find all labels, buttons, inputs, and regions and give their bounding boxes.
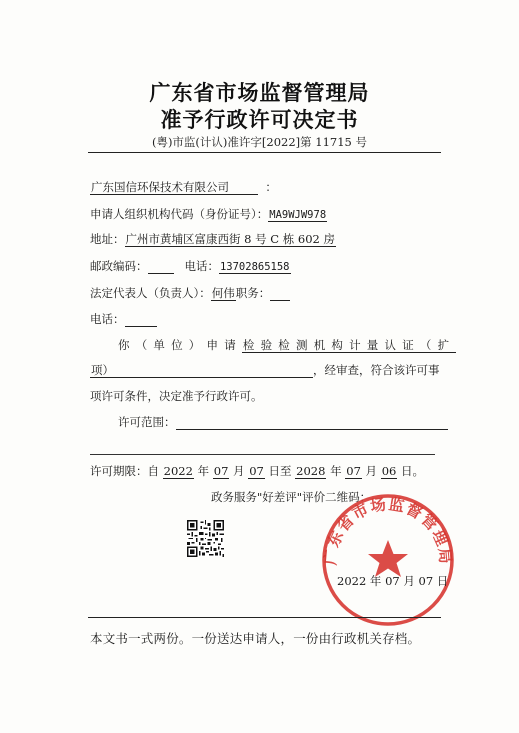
start-day: 07 — [249, 464, 264, 478]
end-month-char: 月 — [365, 464, 378, 478]
end-year: 2028 — [296, 464, 326, 478]
seal-date: 2022 年 07 月 07 日 — [337, 574, 449, 588]
document-type-title: 准予行政许可决定书 — [160, 108, 359, 132]
applicant-name-suffix: ： — [265, 180, 277, 194]
validity-line — [90, 463, 424, 479]
official-seal-stamp — [318, 490, 458, 630]
end-month: 07 — [346, 464, 361, 478]
org-code-line — [90, 206, 327, 222]
postcode-blank — [148, 260, 174, 274]
start-month: 07 — [213, 464, 229, 478]
phone2-label: 电话： — [90, 312, 125, 326]
scope-label: 许可范围： — [118, 415, 176, 429]
position-blank — [270, 287, 290, 301]
request-item-part2: 项） — [91, 363, 114, 377]
validity-prefix: 许可期限：自 — [90, 464, 159, 478]
legal-rep-label: 法定代表人（负责人）： — [90, 286, 211, 300]
scope-blank-line2 — [90, 454, 435, 455]
seal-text: 广东省市场监督管理局 — [321, 495, 455, 566]
postcode-phone-line — [90, 258, 291, 274]
request-prefix: 你（单位）申请 — [118, 338, 242, 352]
start-month-char: 月 — [233, 464, 245, 478]
applicant-name: 广东国信环保技术有限公司 — [91, 180, 229, 194]
evaluation-qr-code-icon[interactable] — [187, 520, 224, 557]
request-item-part1: 检验检测机构计量认证（扩 — [242, 338, 456, 352]
document-number: (粤)市监(计认)准许字[2022]第 11715 号 — [151, 135, 368, 149]
end-year-char: 年 — [330, 464, 342, 478]
end-day-char: 日。 — [401, 464, 424, 478]
scope-line — [118, 414, 448, 430]
request-line3: 项许可条件，决定准予行政许可。 — [90, 389, 263, 403]
request-line2-suffix: ，经审查，符合该许可事 — [313, 363, 440, 377]
request-line — [118, 337, 456, 353]
legal-rep-value: 何伟 — [211, 286, 235, 300]
request-line2 — [90, 362, 440, 378]
position-label: 职务： — [235, 286, 271, 300]
scope-blank — [176, 416, 448, 430]
footer-rule — [88, 617, 441, 618]
qr-caption: 政务服务"好差评"评价二维码： — [211, 490, 372, 504]
start-day-char: 日至 — [268, 464, 292, 478]
applicant-name-line — [90, 179, 277, 195]
address-label: 地址： — [90, 232, 125, 246]
footer-note: 本文书一式两份。一份送达申请人，一份由行政机关存档。 — [90, 631, 421, 646]
end-day: 06 — [381, 464, 397, 478]
phone-value: 13702865158 — [219, 261, 290, 273]
address-value: 广州市黄埔区富康西街 8 号 C 栋 602 房 — [125, 232, 335, 246]
postcode-label: 邮政编码： — [90, 259, 148, 273]
request-item-blank — [115, 364, 313, 378]
phone2-line — [90, 311, 157, 327]
authority-title: 广东省市场监督管理局 — [149, 81, 370, 105]
header-rule — [88, 152, 441, 153]
seal-star-icon — [368, 540, 408, 577]
org-code-value: MA9WJW978 — [269, 209, 327, 221]
phone-label: 电话： — [184, 259, 219, 273]
start-year-char: 年 — [197, 464, 210, 478]
address-line — [90, 231, 336, 247]
legal-rep-line — [90, 285, 290, 301]
phone2-blank — [125, 313, 157, 327]
applicant-name-blank — [230, 181, 258, 195]
org-code-label: 申请人组织机构代码（身份证号）： — [90, 207, 269, 221]
start-year: 2022 — [163, 464, 193, 478]
